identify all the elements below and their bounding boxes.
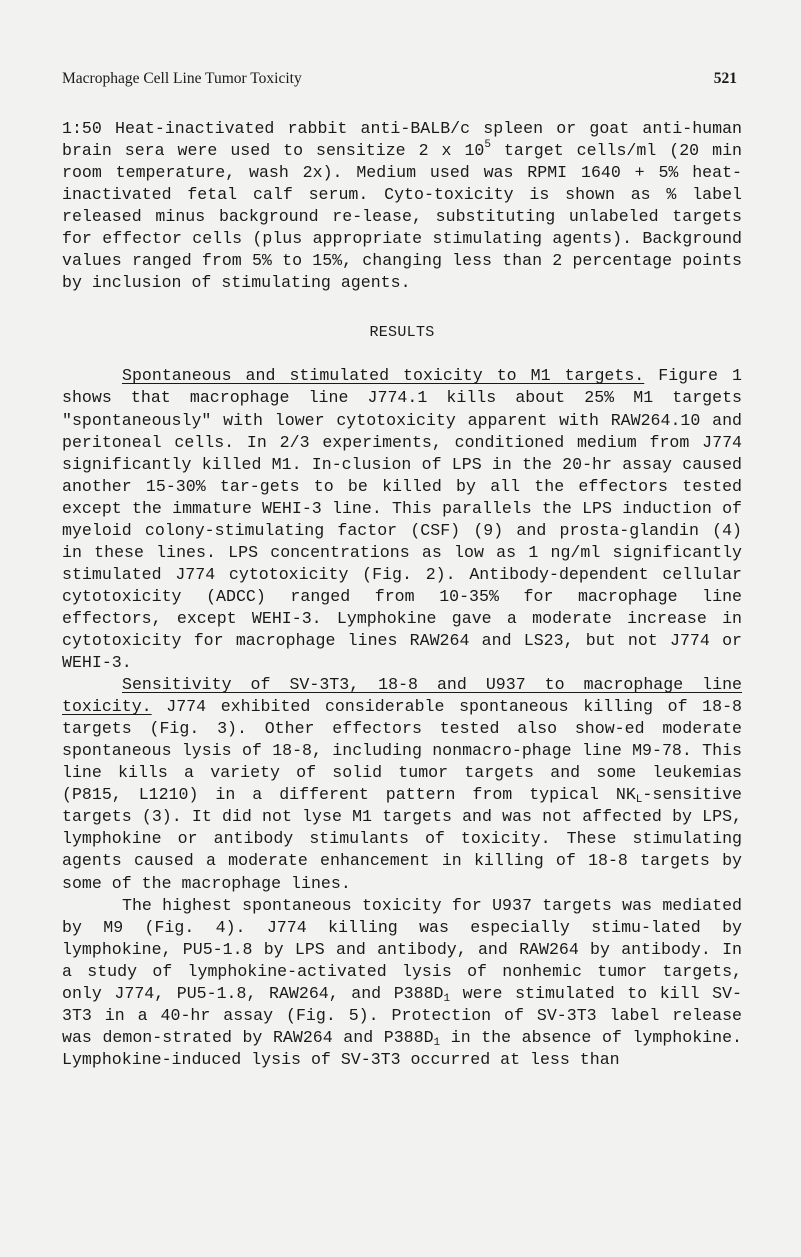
run-in-heading-2: Sensitivity of SV-3T3, 18-8 and U937 to macrophage line toxicity. (62, 675, 742, 717)
results-paragraph-2 (62, 674, 742, 894)
methods-text-end: target cells/ml (20 min room temperature, wash 2x). Medium used was RPMI 1640 + 5% heat-inactivated fetal calf serum. Cyto-toxicity is shown as % label released minus background re-lease, substituting unlabeled targets for effector cells (plus appropriate stimulating agents). Background values ranged from 5% to 15%, changing less than 2 percentage points by inclusion of stimulating agents. (62, 141, 742, 293)
page-number: 521 (713, 70, 737, 87)
results-text-1: Figure 1 shows that macrophage line J774.1 kills about 25% M1 targets "spontaneously" with lower cytotoxicity apparent with RAW264.10 and peritoneal cells. In 2/3 experiments, conditioned medium from J774 significantly killed M1. In-clusion of LPS in the 20-hr assay caused another 15-30% tar-gets to be killed by all the effectors tested except the immature WEHI-3 line. This parallels the LPS induction of myeloid colony-stimulating factor (CSF) (9) and prosta-glandin (4) in these lines. LPS concentrations as low as 1 ng/ml significantly stimulated J774 cytotoxicity (Fig. 2). Antibody-dependent cellular cytotoxicity (ADCC) ranged from 10-35% for macrophage line effectors, except WEHI-3. Lymphokine gave a moderate increase in cytotoxicity for macrophage lines RAW264 and LS23, but not J774 or WEHI-3. (62, 366, 742, 673)
results-paragraph-3 (62, 895, 742, 1071)
results-text-3b: were stimulated to kill SV-3T3 in a 40-hr assay (Fig. 5). Protection of SV-3T3 label release was demon-strated by RAW264 and P388D (62, 983, 742, 1047)
section-heading: RESULTS (369, 324, 435, 342)
running-header (62, 70, 737, 90)
subscript-l: L (635, 794, 643, 807)
results-text-3c: in the absence of lymphokine. Lymphokine-induced lysis of SV-3T3 occurred at less than (62, 1027, 742, 1069)
body-text (62, 118, 742, 1071)
results-text-2b: -sensitive targets (3). It did not lyse M1 targets and was not affected by LPS, lymphokine or antibody stimulants of toxicity. These stimulating agents caused a moderate enhancement in killing of 18-8 targets by some of the macrophage lines. (62, 785, 742, 893)
results-paragraph-1 (62, 365, 742, 674)
exponent: 5 (484, 139, 491, 152)
methods-text-start: 1:50 Heat-inactivated rabbit anti-BALB/c spleen or goat anti-human brain sera were used to sensitize 2 x 10 (62, 119, 742, 161)
run-in-heading-1: Spontaneous and stimulated toxicity to M1 targets. (122, 366, 645, 386)
methods-paragraph (62, 118, 742, 294)
subscript-1: 1 (443, 992, 451, 1005)
running-title: Macrophage Cell Line Tumor Toxicity (62, 70, 302, 87)
results-text-2a: J774 exhibited considerable spontaneous killing of 18-8 targets (Fig. 3). Other effectors tested also show-ed moderate spontaneous lysis of 18-8, including nonmacro-phage line M9-78. This line kills a variety of solid tumor targets and some leukemias (P815, L1210) in a different pattern from typical NK (62, 697, 742, 805)
results-text-3a: The highest spontaneous toxicity for U937 targets was mediated by M9 (Fig. 4). J774 killing was especially stimu-lated by lymphokine, PU5-1.8 by LPS and antibody, and RAW264 by antibody. In a study of lymphokine-activated lysis of nonhemic tumor targets, only J774, PU5-1.8, RAW264, and P388D (62, 895, 742, 1003)
subscript-2: 1 (433, 1036, 441, 1049)
